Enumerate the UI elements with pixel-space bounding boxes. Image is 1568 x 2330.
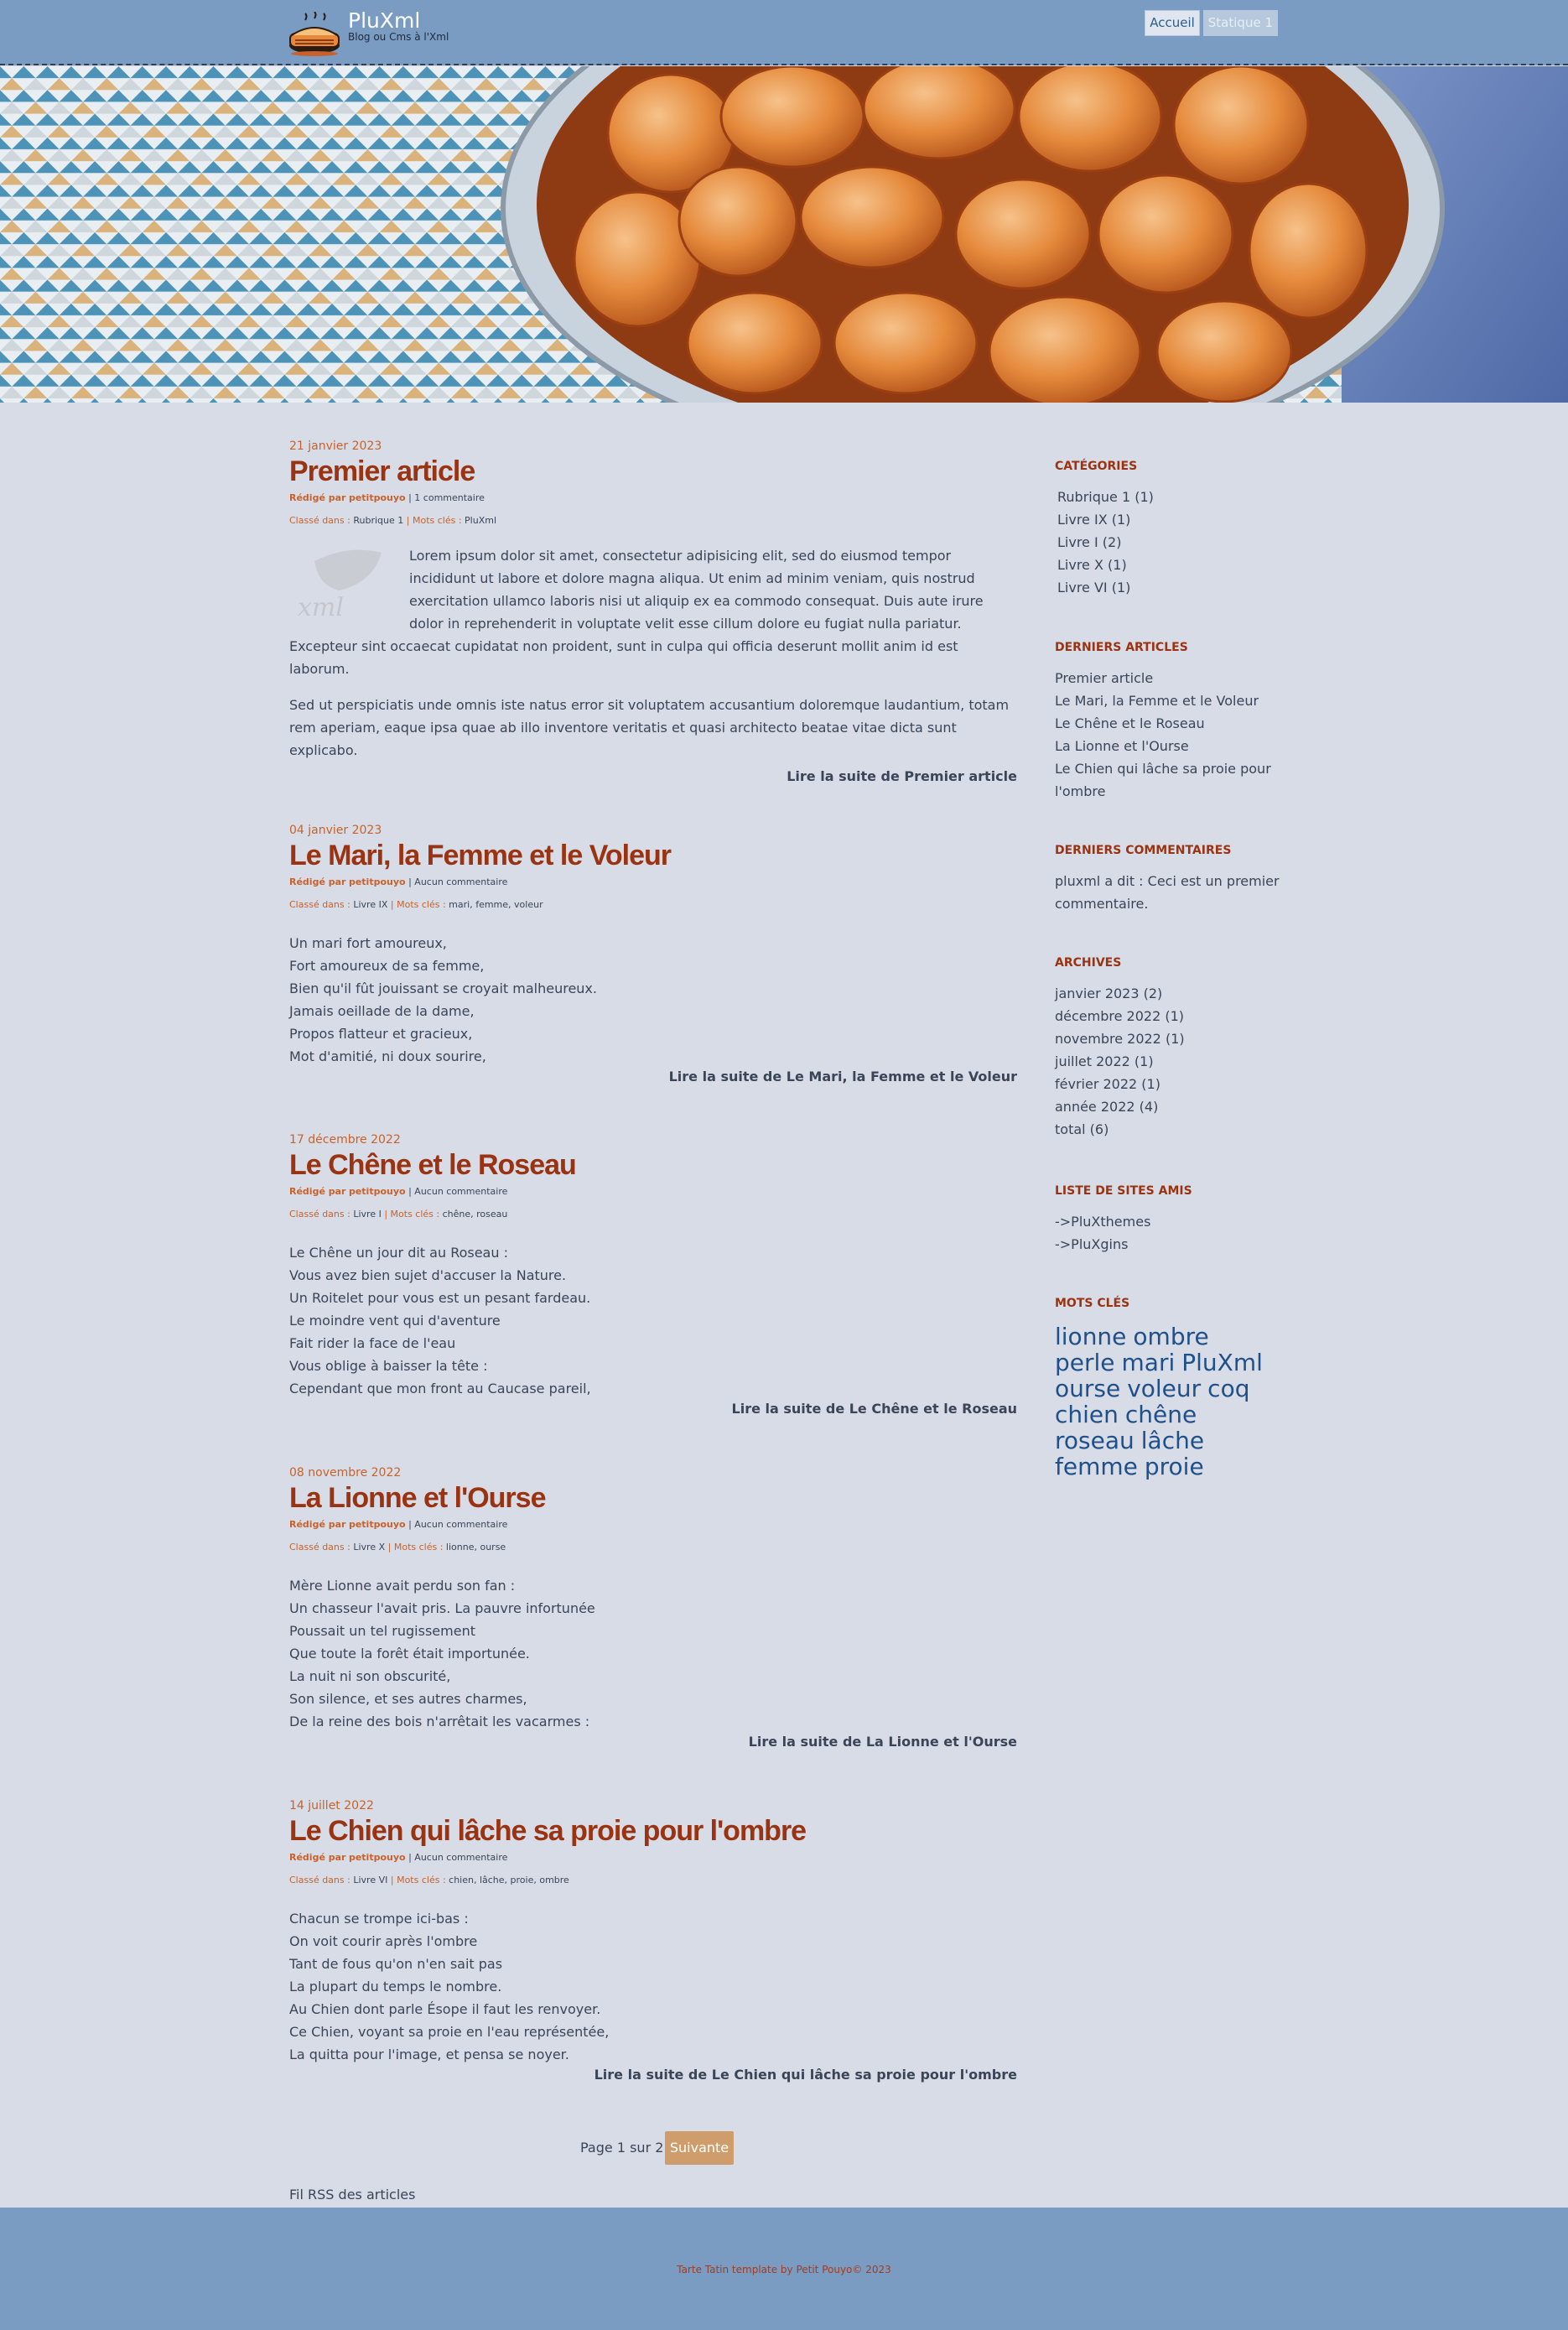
verse-line: Jamais oeillade de la dame, xyxy=(289,1003,475,1019)
tags-label: Mots clés : xyxy=(397,899,446,910)
sidebar-recent-articles xyxy=(1055,641,1290,803)
author-label: Rédigé par xyxy=(289,876,346,887)
hero-banner-image xyxy=(0,66,1568,403)
comments-link[interactable]: Aucun commentaire xyxy=(414,876,508,887)
author-name: petitpouyo xyxy=(348,1519,406,1530)
author-label: Rédigé par xyxy=(289,1852,346,1863)
comments-link[interactable]: Aucun commentaire xyxy=(414,1186,508,1197)
rss-link[interactable]: Fil RSS des articles xyxy=(289,2187,416,2203)
comments-link[interactable]: Aucun commentaire xyxy=(414,1852,508,1863)
tag-link[interactable]: coq xyxy=(1207,1375,1250,1402)
sidebar-recent-comments xyxy=(1055,844,1290,915)
archive-item[interactable]: janvier 2023 (2) xyxy=(1055,986,1163,1001)
sidebar-heading: ARCHIVES xyxy=(1055,956,1122,970)
comments-link[interactable]: 1 commentaire xyxy=(414,492,485,503)
author-label: Rédigé par xyxy=(289,1186,346,1197)
verse-line: Un Roitelet pour vous est un pesant fardeau. xyxy=(289,1290,591,1306)
sidebar-categories xyxy=(1055,460,1290,599)
archive-item[interactable]: novembre 2022 (1) xyxy=(1055,1031,1185,1047)
post-category-meta: Classé dans : Livre X | Mots clés : lionne, ourse xyxy=(289,1542,506,1552)
post-article xyxy=(289,824,1017,1084)
comments-link[interactable]: Aucun commentaire xyxy=(414,1519,508,1530)
verse-line: On voit courir après l'ombre xyxy=(289,1933,478,1949)
post-date: 17 décembre 2022 xyxy=(289,1133,401,1147)
category-label: Classé dans : xyxy=(289,1542,350,1552)
post-author-meta: Rédigé par petitpouyo | Aucun commentaire xyxy=(289,1186,508,1197)
recent-article-item[interactable]: Le Chien qui lâche sa proie pour l'ombre xyxy=(1055,761,1271,799)
tag-link[interactable]: chêne xyxy=(1124,1401,1197,1428)
category-link[interactable]: Livre IX xyxy=(353,899,388,910)
post-content xyxy=(289,1241,1017,1400)
sidebar-heading: DERNIERS COMMENTAIRES xyxy=(1055,844,1232,857)
category-item[interactable]: Rubrique 1 (1) xyxy=(1057,489,1154,505)
tags-link[interactable]: chien, lâche, proie, ombre xyxy=(449,1875,569,1885)
main-nav xyxy=(1145,10,1278,36)
recent-article-item[interactable]: Premier article xyxy=(1055,670,1154,686)
post-date: 08 novembre 2022 xyxy=(289,1466,402,1480)
verse-line: La plupart du temps le nombre. xyxy=(289,1979,502,1995)
post-author-meta: Rédigé par petitpouyo | Aucun commentaire xyxy=(289,1852,508,1863)
post-title[interactable]: La Lionne et l'Ourse xyxy=(289,1482,546,1514)
author-name: petitpouyo xyxy=(348,876,406,887)
tags-link[interactable]: PluXml xyxy=(465,515,497,526)
category-label: Classé dans : xyxy=(289,1875,350,1885)
tag-link[interactable]: mari xyxy=(1121,1349,1176,1376)
tag-link[interactable]: perle xyxy=(1055,1349,1115,1376)
post-date: 04 janvier 2023 xyxy=(289,824,382,837)
category-item[interactable]: Livre IX (1) xyxy=(1057,512,1131,528)
recent-article-item[interactable]: La Lionne et l'Ourse xyxy=(1055,738,1189,754)
post-title[interactable]: Le Mari, la Femme et le Voleur xyxy=(289,840,671,871)
category-link[interactable]: Livre I xyxy=(353,1209,382,1220)
post-title[interactable]: Premier article xyxy=(289,455,475,487)
tags-label: Mots clés : xyxy=(390,1209,440,1220)
verse-line: Ce Chien, voyant sa proie en l'eau représentée, xyxy=(289,2024,610,2040)
page-footer xyxy=(0,2208,1568,2330)
tag-link[interactable]: ombre xyxy=(1133,1323,1209,1350)
post-article xyxy=(289,439,1017,784)
svg-text:xml: xml xyxy=(298,593,344,622)
verse-line: Tant de fous qu'on n'en sait pas xyxy=(289,1956,503,1972)
author-name: petitpouyo xyxy=(348,492,406,503)
post-category-meta: Classé dans : Livre IX | Mots clés : mari, femme, voleur xyxy=(289,899,543,910)
author-label: Rédigé par xyxy=(289,492,346,503)
verse-line: Que toute la forêt était importunée. xyxy=(289,1646,530,1662)
footer-credit[interactable]: Tarte Tatin template by Petit Pouyo© 2023 xyxy=(677,2264,891,2275)
page-info: Page 1 sur 2 xyxy=(580,2140,664,2156)
verse-line: Bien qu'il fût jouissant se croyait malheureux. xyxy=(289,980,597,996)
tag-link[interactable]: PluXml xyxy=(1181,1349,1263,1376)
archive-item[interactable]: total (6) xyxy=(1055,1121,1109,1137)
category-label: Classé dans : xyxy=(289,515,350,526)
tags-link[interactable]: mari, femme, voleur xyxy=(449,899,543,910)
post-date: 14 juillet 2022 xyxy=(289,1799,374,1813)
tag-link[interactable]: roseau xyxy=(1055,1427,1134,1454)
top-header-bar xyxy=(0,0,1568,65)
category-item[interactable]: Livre I (2) xyxy=(1057,534,1122,550)
verse-line: Propos flatteur et gracieux, xyxy=(289,1026,473,1042)
sidebar-archives xyxy=(1055,956,1290,1141)
sidebar-tags xyxy=(1055,1297,1290,1480)
tag-link[interactable]: ourse xyxy=(1055,1375,1121,1402)
next-page-button[interactable]: Suivante xyxy=(665,2131,734,2165)
read-more-link[interactable]: Lire la suite de Le Chien qui lâche sa proie pour l'ombre xyxy=(594,2067,1017,2083)
post-title[interactable]: Le Chien qui lâche sa proie pour l'ombre xyxy=(289,1815,807,1847)
verse-line: Cependant que mon front au Caucase pareil, xyxy=(289,1381,591,1396)
category-link[interactable]: Livre VI xyxy=(353,1875,388,1885)
verse-line: Vous avez bien sujet d'accuser la Nature. xyxy=(289,1267,567,1283)
verse-line: La quitta pour l'image, et pensa se noyer. xyxy=(289,2047,569,2062)
post-category-meta: Classé dans : Rubrique 1 | Mots clés : PluXml xyxy=(289,515,497,526)
category-item[interactable]: Livre VI (1) xyxy=(1057,580,1131,596)
verse-line: Mot d'amitié, ni doux sourire, xyxy=(289,1048,486,1064)
sidebar-links xyxy=(1055,1184,1290,1256)
pluxml-thumbnail-image xyxy=(289,544,398,628)
verse-line: Le Chêne un jour dit au Roseau : xyxy=(289,1245,508,1261)
verse-line: Vous oblige à baisser la tête : xyxy=(289,1358,488,1374)
author-name: petitpouyo xyxy=(348,1186,406,1197)
site-description: Blog ou Cms à l'Xml xyxy=(348,31,449,43)
verse-line: Fort amoureux de sa femme, xyxy=(289,958,485,974)
verse-line: Un mari fort amoureux, xyxy=(289,935,447,951)
pie-logo-icon[interactable] xyxy=(287,12,342,57)
post-category-meta: Classé dans : Livre I | Mots clés : chêne, roseau xyxy=(289,1209,508,1220)
post-article xyxy=(289,1133,1017,1417)
tags-label: Mots clés : xyxy=(397,1875,446,1885)
friend-site-link[interactable]: ->PluXgins xyxy=(1055,1236,1129,1252)
paragraph: Sed ut perspiciatis unde omnis iste natus error sit voluptatem accusantium doloremque laudantium, totam rem aperiam, eaque ipsa quae ab illo inventore veritatis et quasi architecto beatae vitae dicta sunt explicabo. xyxy=(289,697,1010,758)
post-content xyxy=(289,1574,1017,1733)
post-article xyxy=(289,1466,1017,1750)
archive-item[interactable]: juillet 2022 (1) xyxy=(1055,1053,1154,1069)
read-more-link[interactable]: Lire la suite de Le Mari, la Femme et le Voleur xyxy=(668,1069,1017,1084)
post-content xyxy=(289,932,1017,1068)
sidebar-heading: DERNIERS ARTICLES xyxy=(1055,641,1188,654)
post-category-meta: Classé dans : Livre VI | Mots clés : chien, lâche, proie, ombre xyxy=(289,1875,569,1885)
sidebar-heading: CATÉGORIES xyxy=(1055,460,1138,473)
verse-line: Son silence, et ses autres charmes, xyxy=(289,1691,527,1707)
recent-comment-item[interactable]: pluxml a dit : Ceci est un premier commentaire. xyxy=(1055,873,1280,912)
archive-item[interactable]: année 2022 (4) xyxy=(1055,1099,1159,1115)
author-label: Rédigé par xyxy=(289,1519,346,1530)
tag-link[interactable]: femme xyxy=(1055,1453,1138,1480)
post-author-meta: Rédigé par petitpouyo | Aucun commentaire xyxy=(289,1519,508,1530)
category-label: Classé dans : xyxy=(289,899,350,910)
site-title[interactable]: PluXml xyxy=(348,8,421,33)
verse-line: Poussait un tel rugissement xyxy=(289,1623,475,1639)
verse-line: Au Chien dont parle Ésope il faut les renvoyer. xyxy=(289,2001,601,2017)
sidebar-heading: LISTE DE SITES AMIS xyxy=(1055,1184,1192,1198)
category-link[interactable]: Livre X xyxy=(353,1542,386,1552)
post-article xyxy=(289,1799,1017,2083)
read-more-link[interactable]: Lire la suite de Le Chêne et le Roseau xyxy=(731,1401,1017,1417)
category-label: Classé dans : xyxy=(289,1209,350,1220)
post-author-meta: Rédigé par petitpouyo | 1 commentaire xyxy=(289,492,485,503)
read-more-link[interactable]: Lire la suite de La Lionne et l'Ourse xyxy=(748,1734,1017,1750)
tags-label: Mots clés : xyxy=(412,515,462,526)
tag-link[interactable]: chien xyxy=(1055,1401,1119,1428)
tag-link[interactable]: proie xyxy=(1144,1453,1204,1480)
category-item[interactable]: Livre X (1) xyxy=(1057,557,1127,573)
post-author-meta: Rédigé par petitpouyo | Aucun commentaire xyxy=(289,876,508,887)
verse-line: De la reine des bois n'arrêtait les vacarmes : xyxy=(289,1714,590,1729)
tags-label: Mots clés : xyxy=(393,1542,444,1552)
verse-line: Mère Lionne avait perdu son fan : xyxy=(289,1578,516,1594)
post-content xyxy=(289,1907,1017,2066)
sidebar-heading: MOTS CLÉS xyxy=(1055,1297,1130,1310)
tags-link[interactable]: lionne, ourse xyxy=(445,1542,506,1552)
tags-link[interactable]: chêne, roseau xyxy=(442,1209,508,1220)
pagination xyxy=(289,2131,1017,2165)
tag-link[interactable]: voleur xyxy=(1127,1375,1202,1402)
tag-link[interactable]: lâche xyxy=(1140,1427,1205,1454)
verse-line: Chacun se trompe ici-bas : xyxy=(289,1911,469,1927)
tag-cloud xyxy=(1055,1324,1290,1480)
verse-line: Fait rider la face de l'eau xyxy=(289,1335,456,1351)
post-title[interactable]: Le Chêne et le Roseau xyxy=(289,1149,576,1181)
verse-line: Un chasseur l'avait pris. La pauvre infortunée xyxy=(289,1600,595,1616)
recent-article-item[interactable]: Le Chêne et le Roseau xyxy=(1055,715,1205,731)
tag-link[interactable]: lionne xyxy=(1055,1323,1127,1350)
category-link[interactable]: Rubrique 1 xyxy=(353,515,404,526)
verse-line: Le moindre vent qui d'aventure xyxy=(289,1313,501,1329)
recent-article-item[interactable]: Le Mari, la Femme et le Voleur xyxy=(1055,693,1259,709)
friend-site-link[interactable]: ->PluXthemes xyxy=(1055,1214,1151,1230)
archive-item[interactable]: février 2022 (1) xyxy=(1055,1076,1160,1092)
paragraph: Lorem ipsum dolor sit amet, consectetur adipisicing elit, sed do eiusmod tempor incididunt ut labore et dolore magna aliqua. Ut enim ad minim veniam, quis nostrud exercitation ullamco laboris nisi ut aliquip ex ea commodo consequat. Duis aute irure dolor in reprehenderit in voluptate velit esse cillum dolore eu fugiat nulla pariatur. Excepteur sint occaecat cupidatat non proident, sunt in culpa qui officia deserunt mollit anim id est laborum. xyxy=(289,548,984,677)
nav-item-statique-1[interactable]: Statique 1 xyxy=(1203,10,1278,36)
verse-line: La nuit ni son obscurité, xyxy=(289,1668,451,1684)
post-date: 21 janvier 2023 xyxy=(289,439,382,453)
author-name: petitpouyo xyxy=(348,1852,406,1863)
nav-item-accueil[interactable]: Accueil xyxy=(1145,10,1200,36)
read-more-link[interactable]: Lire la suite de Premier article xyxy=(787,768,1017,784)
post-content xyxy=(289,544,1017,762)
archive-item[interactable]: décembre 2022 (1) xyxy=(1055,1008,1185,1024)
